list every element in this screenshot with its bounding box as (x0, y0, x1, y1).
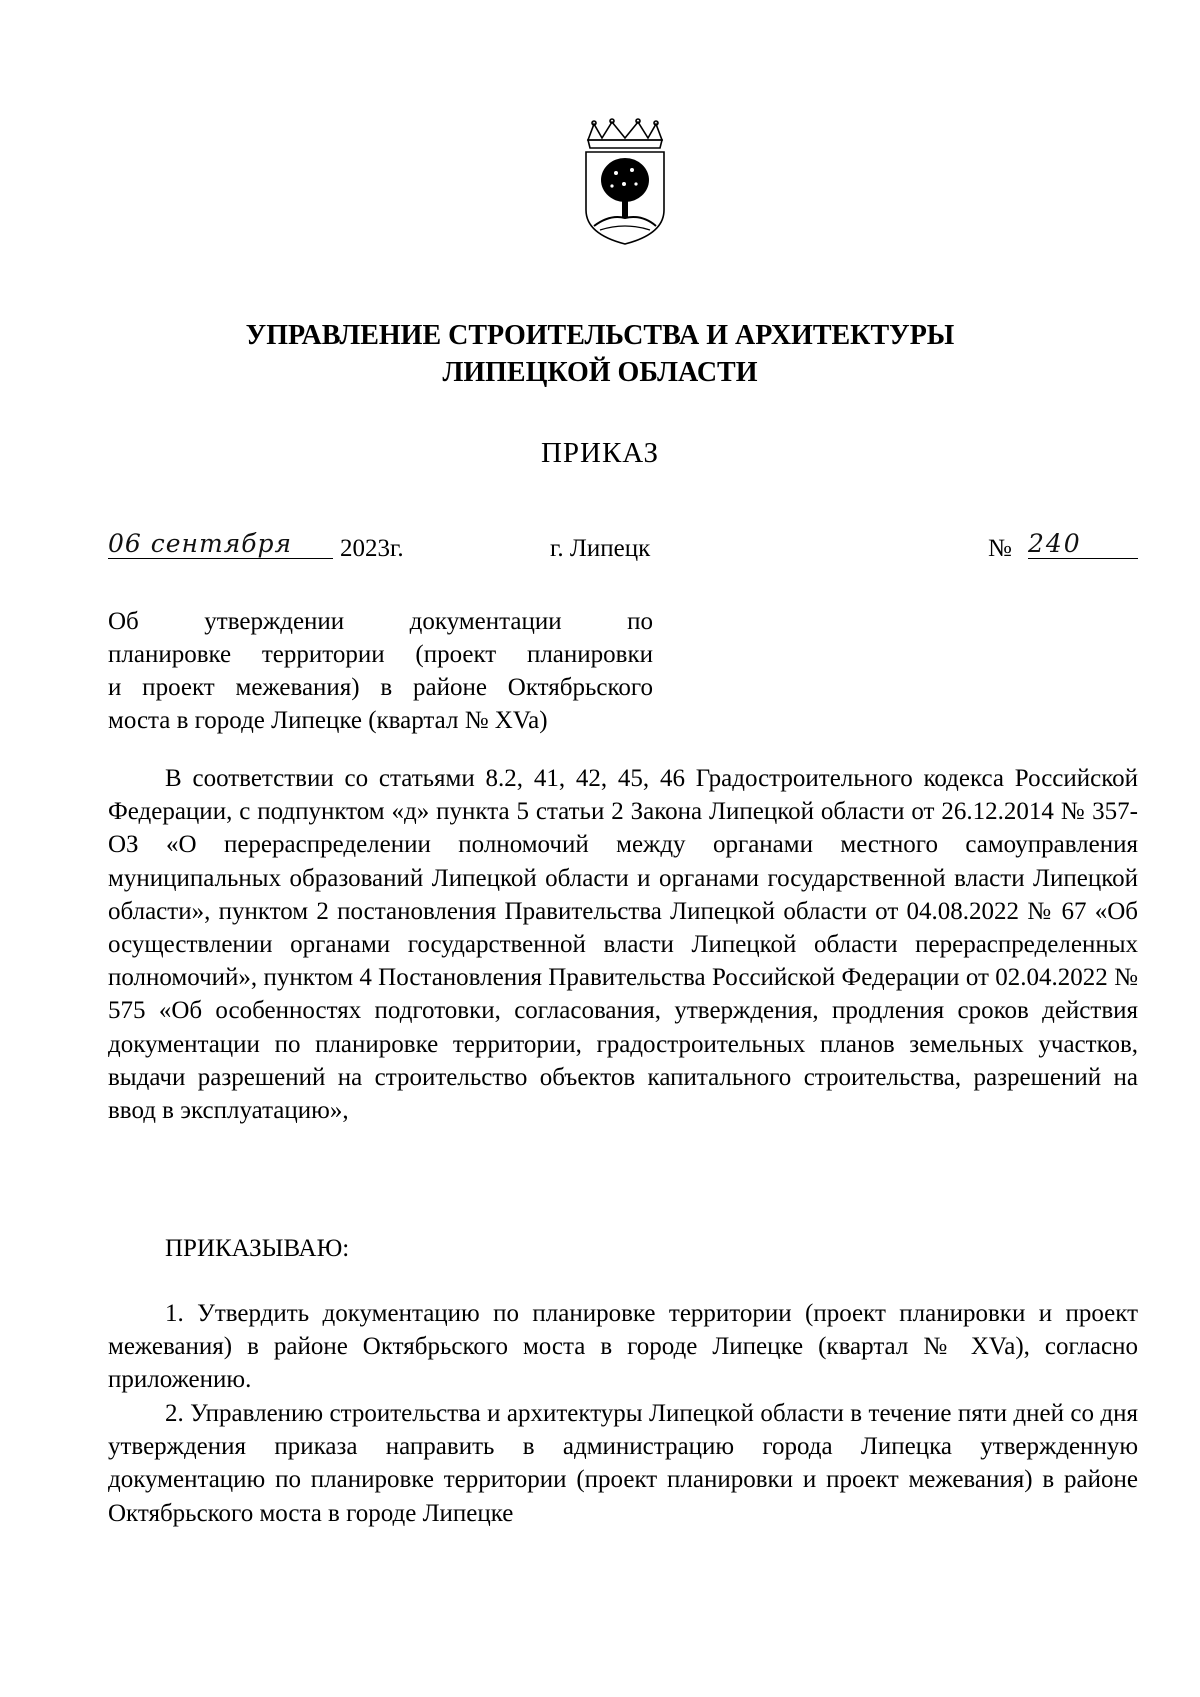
order-item-2: 2. Управлению строительства и архитектуры Липецкой области в течение пяти дней со дня утверждения приказа направить в администрацию города Липецка утвержденную документацию по планировке территории (проект планировки и проект межевания) в районе Октябрьского моста в городе Липецке (108, 1400, 1138, 1527)
handwritten-date: 06 сентября (108, 529, 333, 559)
order-item-1: 1. Утвердить документацию по планировке территории (проект планировки и проект межевания) в районе Октябрьского моста в городе Липецке (квартал № XVa), согласно приложению. (108, 1300, 1138, 1394)
handwritten-number: 240 (1028, 529, 1138, 559)
authority-name-line1: УПРАВЛЕНИЕ СТРОИТЕЛЬСТВА И АРХИТЕКТУРЫ (245, 320, 955, 351)
document-subject (108, 605, 653, 737)
document-type-title: ПРИКАЗ (540, 437, 660, 469)
document-meta-row (108, 529, 1138, 575)
subject-line: планировке территории (проект планировки (108, 641, 653, 668)
subject-line: и проект межевания) в районе Октябрьского (108, 674, 653, 701)
document-year: 2023г. (340, 535, 404, 562)
order-directive: ПРИКАЗЫВАЮ: (165, 1235, 350, 1262)
subject-line: моста в городе Липецке (квартал № XVa) (108, 707, 548, 734)
number-sign: № (988, 535, 1012, 562)
coat-of-arms-icon (580, 118, 670, 248)
subject-line: Об утверждении документации по (108, 608, 653, 635)
preamble-paragraph: В соответствии со статьями 8.2, 41, 42, 45, 46 Градостроительного кодекса Российской Федерации, с подпунктом «д» пункта 5 статьи 2 Закона Липецкой области от 26.12.2014 № 357-ОЗ «О перераспределении полномочий между органами местного самоуправления муниципальных образований Липецкой области и органами государственной власти Липецкой области», пунктом 2 постановления Правительства Липецкой области от 04.08.2022 № 67 «Об осуществлении органами государственной власти Липецкой области перераспределенных полномочий», пунктом 4 Постановления Правительства Российской Федерации от 02.04.2022 № 575 «Об особенностях подготовки, согласования, утверждения, продления сроков действия документации по планировке территории, градостроительных планов земельных участков, выдачи разрешений на строительство объектов капитального строительства, разрешений на ввод в эксплуатацию», (108, 765, 1138, 1125)
authority-name-line2: ЛИПЕЦКОЙ ОБЛАСТИ (442, 357, 758, 388)
document-city: г. Липецк (550, 535, 651, 562)
